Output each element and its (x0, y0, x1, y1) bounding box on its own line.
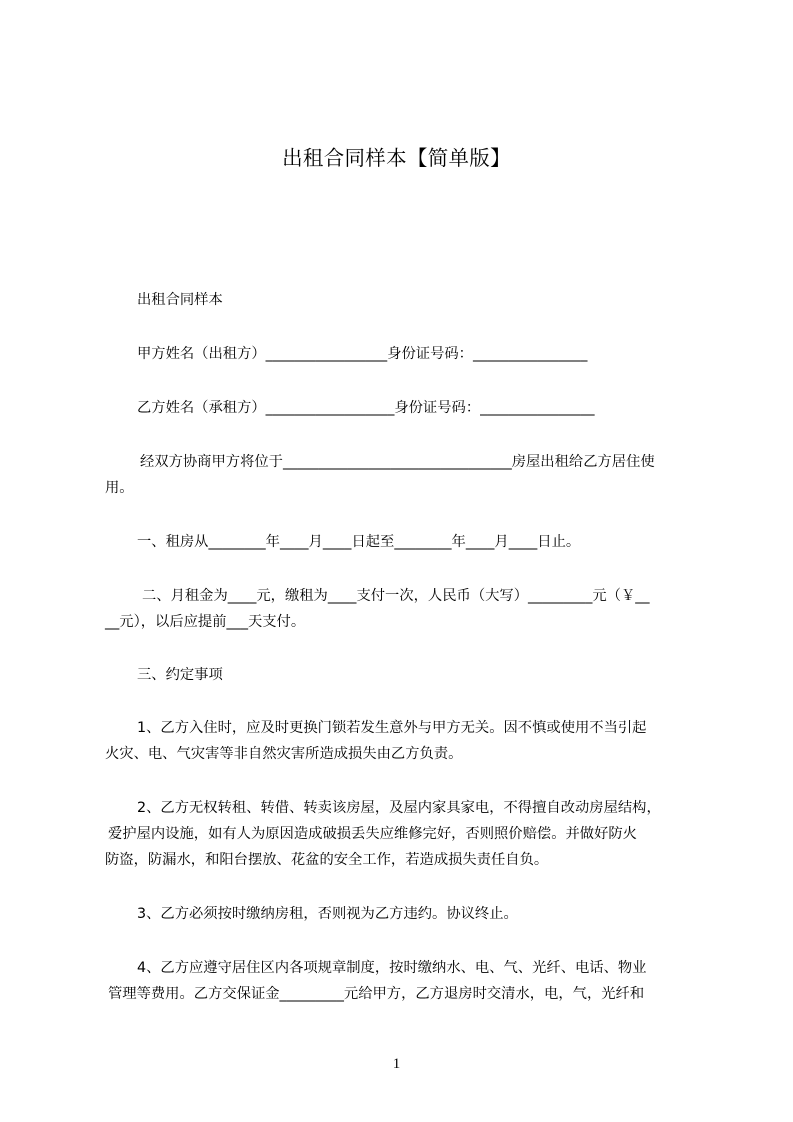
property-location-line-cont: 用。 (105, 480, 134, 496)
item-4-line-1: 4、乙方应遵守居住区内各项规章制度，按时缴纳水、电、气、光纤、电话、物业 (137, 960, 647, 976)
property-location-line: 经双方协商甲方将位于________________________________房屋出租给乙方居住使 (140, 454, 655, 470)
item-2-line-2: 爱护屋内设施，如有人为原因造成破损丢失应维修完好，否则照价赔偿。并做好防火 (108, 826, 637, 842)
item-1-line-1: 1、乙方入住时，应及时更换门锁若发生意外与甲方无关。因不慎或使用不当引起 (137, 720, 647, 736)
party-a-line: 甲方姓名（出租方）_________________身份证号码：________________ (137, 346, 588, 362)
rent-clause-cont: __元），以后应提前___天支付。 (105, 614, 306, 630)
document-title: 出租合同样本【简单版】 (282, 146, 511, 170)
page-number: 1 (392, 1056, 401, 1072)
item-4-line-2: 管理等费用。乙方交保证金_________元给甲方，乙方退房时交清水，电，气，光纤和 (108, 986, 645, 1002)
term-clause: 一、租房从________年____月____日起至________年____月____日止。 (137, 534, 581, 550)
rent-clause: 二、月租金为____元，缴租为____支付一次，人民币（大写）_________元（￥__ (142, 588, 650, 604)
section-heading: 三、约定事项 (137, 667, 223, 683)
item-3-line-1: 3、乙方必须按时缴纳房租，否则视为乙方违约。协议终止。 (137, 906, 518, 922)
item-2-line-3: 防盗，防漏水，和阳台摆放、花盆的安全工作，若造成损失责任自负。 (105, 852, 549, 868)
party-b-line: 乙方姓名（承租方）__________________身份证号码：________________ (137, 400, 595, 416)
item-2-line-1: 2、乙方无权转租、转借、转卖该房屋，及屋内家具家电，不得擅自改动房屋结构， (137, 800, 661, 816)
item-1-line-2: 火灾、电、气灾害等非自然灾害所造成损失由乙方负责。 (105, 746, 463, 762)
document-subtitle: 出租合同样本 (137, 292, 223, 308)
